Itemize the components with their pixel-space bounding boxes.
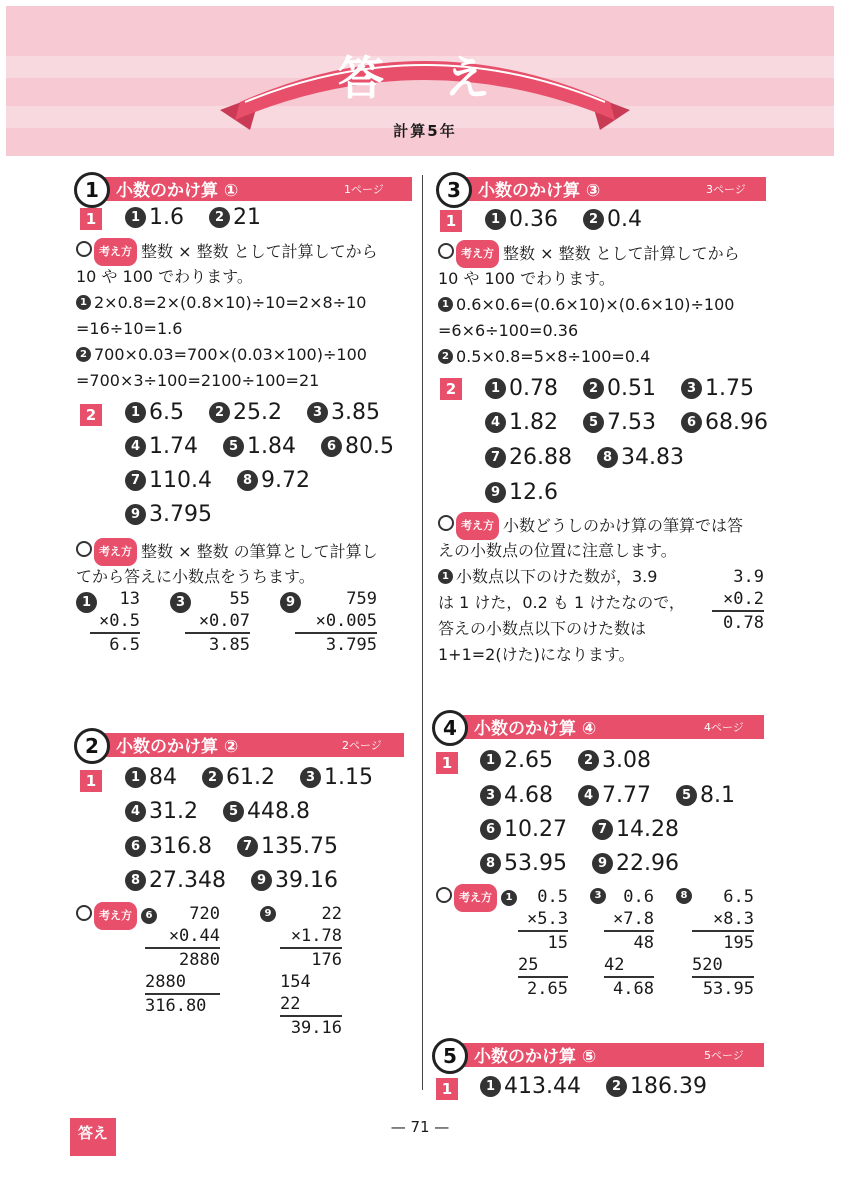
problem-label: 1 bbox=[80, 770, 102, 792]
section-1-header bbox=[74, 174, 414, 202]
lightbulb-icon bbox=[438, 243, 454, 259]
answer-row: 1 413.44 2 186.39 bbox=[480, 1074, 725, 1099]
work-line: 2 0.5×0.8=5×8÷100=0.4 bbox=[438, 344, 650, 370]
answer-row: 1 2.65 2 3.08 bbox=[480, 748, 669, 773]
circled-number: 9 bbox=[280, 592, 301, 613]
work-line: 1 0.6×0.6=(0.6×10)×(0.6×10)÷100 bbox=[438, 292, 734, 318]
section-number: 1 bbox=[74, 172, 110, 208]
circled-number: 9 bbox=[260, 906, 276, 922]
hint-text: 10 や 100 でわります。 bbox=[438, 269, 615, 288]
page-number: — 71 — bbox=[390, 1118, 450, 1136]
lightbulb-icon bbox=[76, 241, 92, 257]
note-line: 答えの小数点以下のけた数は bbox=[438, 619, 647, 638]
answer-row: 7 26.88 8 34.83 bbox=[485, 445, 702, 470]
circled-number: 3 bbox=[170, 592, 191, 613]
work-line: =6×6÷100=0.36 bbox=[438, 321, 579, 340]
note-line: 1+1=2(けた)になります。 bbox=[438, 645, 635, 664]
answer-row: 4 1.74 5 1.84 6 80.5 bbox=[125, 434, 412, 459]
section-number: 3 bbox=[436, 172, 472, 208]
problem-label: 1 bbox=[436, 1078, 458, 1100]
section-page-ref: 2ページ bbox=[342, 739, 382, 752]
problem-label: 2 bbox=[440, 378, 462, 400]
circled-number: 1 bbox=[76, 592, 97, 613]
lightbulb-icon bbox=[438, 515, 454, 531]
column-calc: 720 ×0.44 2880 2880 316.80 bbox=[145, 904, 220, 1016]
note-line: は 1 けた，0.2 も 1 けたなので， bbox=[438, 593, 685, 612]
footer-tag: 答え bbox=[70, 1118, 116, 1156]
answer-row: 1 1.6 2 21 bbox=[125, 205, 279, 230]
answer-row: 6 10.27 7 14.28 bbox=[480, 817, 697, 842]
lightbulb-icon bbox=[436, 887, 452, 903]
column-calc: 55 ×0.07 3.85 bbox=[185, 588, 250, 656]
problem-label: 1 bbox=[80, 208, 102, 230]
work-line: =16÷10=1.6 bbox=[76, 319, 183, 338]
hint-text: 考え方 小数どうしのかけ算の筆算では答 bbox=[438, 512, 743, 540]
circled-number: 8 bbox=[676, 888, 692, 904]
column-calc: 22 ×1.78 176 154 22 39.16 bbox=[280, 904, 342, 1038]
section-title: 小数のかけ算 ⑤ bbox=[474, 1047, 597, 1067]
section-title: 小数のかけ算 ① bbox=[116, 181, 239, 201]
section-5-header bbox=[432, 1040, 772, 1068]
column-calc: 13 ×0.5 6.5 bbox=[90, 588, 140, 656]
note-line: 1 小数点以下のけた数が，3.9 bbox=[438, 564, 657, 590]
section-page-ref: 4ページ bbox=[704, 721, 744, 734]
section-page-ref: 5ページ bbox=[704, 1049, 744, 1062]
hint-label: 考え方 1 bbox=[436, 884, 520, 912]
answer-row: 1 0.36 2 0.4 bbox=[485, 207, 660, 232]
lightbulb-icon bbox=[76, 905, 92, 921]
section-page-ref: 1ページ bbox=[344, 183, 384, 196]
work-line: =700×3÷100=2100÷100=21 bbox=[76, 371, 320, 390]
hint-text: 10 や 100 でわります。 bbox=[76, 267, 253, 286]
circled-number: 3 bbox=[590, 888, 606, 904]
section-number: 2 bbox=[74, 728, 110, 764]
answer-row: 1 6.5 2 25.2 3 3.85 bbox=[125, 400, 398, 425]
section-title: 小数のかけ算 ② bbox=[116, 737, 239, 757]
answer-row: 4 1.82 5 7.53 6 68.96 bbox=[485, 410, 786, 435]
column-calc: 0.6 ×7.8 48 42 4.68 bbox=[604, 887, 654, 999]
hint-text: 考え方 整数 × 整数 として計算してから bbox=[76, 238, 378, 266]
section-3-header bbox=[436, 174, 776, 202]
problem-label: 1 bbox=[440, 210, 462, 232]
problem-label: 1 bbox=[436, 752, 458, 774]
answer-row: 7 110.4 8 9.72 bbox=[125, 468, 328, 493]
column-divider bbox=[422, 175, 423, 1090]
column-calc: 759 ×0.005 3.795 bbox=[295, 588, 377, 656]
section-2-header bbox=[74, 730, 414, 758]
answer-row: 4 31.2 5 448.8 bbox=[125, 799, 328, 824]
answer-row: 6 316.8 7 135.75 bbox=[125, 834, 356, 859]
column-calc: 0.5 ×5.3 15 25 2.65 bbox=[518, 887, 568, 999]
page-subtitle: 計算5年 bbox=[393, 122, 457, 140]
column-calc: 6.5 ×8.3 195 520 53.95 bbox=[692, 887, 754, 999]
section-4-header bbox=[432, 712, 772, 740]
problem-label: 2 bbox=[80, 404, 102, 426]
page-title: 答 え bbox=[337, 51, 512, 105]
answer-row: 8 53.95 9 22.96 bbox=[480, 851, 697, 876]
answer-row: 3 4.68 4 7.77 5 8.1 bbox=[480, 783, 753, 808]
section-title: 小数のかけ算 ④ bbox=[474, 719, 597, 739]
hint-text: 考え方 整数 × 整数 として計算してから bbox=[438, 240, 740, 268]
answer-row: 8 27.348 9 39.16 bbox=[125, 868, 356, 893]
section-page-ref: 3ページ bbox=[706, 183, 746, 196]
hint-text: てから答えに小数点をうちます。 bbox=[76, 567, 315, 586]
answer-row: 1 0.78 2 0.51 3 1.75 bbox=[485, 376, 772, 401]
answer-row: 9 3.795 bbox=[125, 502, 230, 527]
section-number: 4 bbox=[432, 710, 468, 746]
work-line: 2 700×0.03=700×(0.03×100)÷100 bbox=[76, 342, 367, 368]
work-line: 1 2×0.8=2×(0.8×10)÷10=2×8÷10 bbox=[76, 290, 366, 316]
answer-row: 1 84 2 61.2 3 1.15 bbox=[125, 765, 391, 790]
section-title: 小数のかけ算 ③ bbox=[478, 181, 601, 201]
section-number: 5 bbox=[432, 1038, 468, 1074]
answer-row: 9 12.6 bbox=[485, 480, 576, 505]
hint-text: えの小数点の位置に注意します。 bbox=[438, 541, 677, 560]
hint-label: 考え方 6 bbox=[76, 902, 160, 930]
column-calc: 3.9 ×0.2 0.78 bbox=[712, 566, 764, 634]
lightbulb-icon bbox=[76, 541, 92, 557]
hint-text: 考え方 整数 × 整数 の筆算として計算し bbox=[76, 538, 378, 566]
